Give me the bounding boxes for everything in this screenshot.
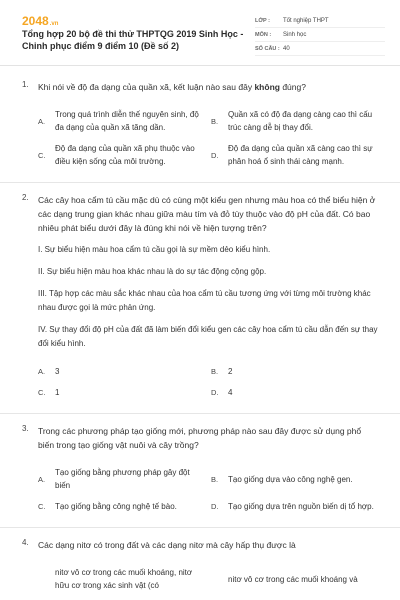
document-header [0, 0, 400, 66]
option-d[interactable] [211, 138, 378, 172]
meta-value: 40 [283, 45, 290, 52]
meta-value: Sinh học [283, 31, 307, 38]
question-list [0, 70, 400, 596]
question-4 [0, 538, 400, 596]
option-a[interactable] [38, 462, 205, 496]
question-text: Các dạng nitơ có trong đất và các dạng nitơ mà cây hấp thụ được là [38, 540, 296, 550]
option-text: Quần xã có độ đa dạng càng cao thì cấu trúc càng dễ bị thay đổi. [228, 110, 373, 132]
option-text: Độ đa dạng của quần xã càng cao thì sự phân hoá ổ sinh thái càng mạnh. [228, 144, 373, 166]
option-text: Tạo giống bằng công nghệ tế bào. [55, 502, 177, 511]
meta-class-row [255, 14, 385, 28]
statement-2: II. Sự biểu hiện màu hoa khác nhau là do sự tác động cộng gộp. [38, 267, 267, 276]
question-number: 2. [22, 193, 29, 202]
option-letter: B. [211, 367, 219, 376]
question-text: Trong các phương pháp tạo giống mới, phương pháp nào sau đây được sử dụng phổ biến trong tạo giống vật nuôi và cây trồng? [38, 426, 362, 450]
option-b[interactable] [211, 462, 378, 496]
option-text: 3 [55, 367, 60, 376]
answer-options [38, 104, 378, 172]
meta-key: MÔN : [255, 31, 272, 38]
option-c[interactable] [38, 496, 205, 517]
answer-options [38, 562, 378, 596]
option-a[interactable] [38, 104, 205, 138]
option-c[interactable] [38, 382, 205, 403]
question-1 [0, 70, 400, 172]
option-d[interactable] [211, 496, 378, 517]
answer-options [38, 361, 378, 403]
question-text: Các cây hoa cẩm tú cầu mặc dù có cùng một kiểu gen nhưng màu hoa có thể biểu hiện ở các dạng trung gian khác nhau giữa màu tím và đỏ tùy thuộc vào độ pH của đất. Có bao nhiêu phát biểu dưới đây là đúng khi nói về hiện tượng trên? [38, 195, 376, 233]
option-text: Tạo giống dựa vào công nghệ gen. [228, 474, 353, 484]
question-divider [0, 182, 400, 183]
option-letter: D. [211, 502, 219, 511]
option-text: Tạo giống bằng phương pháp gây đột biến [55, 468, 190, 490]
option-letter: A. [38, 367, 46, 376]
question-number: 3. [22, 424, 29, 433]
question-3 [0, 424, 400, 517]
option-letter: C. [38, 388, 46, 397]
option-b[interactable] [211, 562, 378, 596]
document-meta [255, 14, 385, 56]
option-a[interactable] [38, 562, 205, 596]
meta-count-row [255, 42, 385, 56]
option-letter: B. [211, 116, 219, 126]
option-letter: C. [38, 502, 46, 511]
option-b[interactable] [211, 104, 378, 138]
document-title: Tổng hợp 20 bộ đề thi thử THPTQG 2019 Sinh Học - Chinh phục điểm 9 điểm 10 (Đề số 2) [22, 29, 244, 51]
question-divider [0, 527, 400, 528]
site-logo[interactable]: 2048.vn [22, 14, 59, 28]
question-text: Khi nói về độ đa dạng của quần xã, kết luận nào sau đây không đúng? [38, 82, 306, 92]
option-d[interactable] [211, 382, 378, 403]
option-text: nitơ vô cơ trong các muối khoáng, nitơ hữu cơ trong xác sinh vật (có [55, 568, 193, 590]
option-b[interactable] [211, 361, 378, 382]
emphasis-word: không [254, 82, 280, 92]
option-letter: A. [38, 474, 46, 484]
option-c[interactable] [38, 138, 205, 172]
question-divider [0, 413, 400, 414]
meta-key: LỚP : [255, 17, 270, 24]
option-letter: D. [211, 150, 219, 160]
statement-3: III. Tập hợp các màu sắc khác nhau của hoa cẩm tú cầu tương ứng với từng môi trường khác nhau được gọi là mức phản ứng. [38, 289, 371, 312]
option-a[interactable] [38, 361, 205, 382]
option-text: Độ đa dạng của quần xã phụ thuộc vào điều kiện sống của môi trường. [55, 144, 195, 166]
option-text: Trong quá trình diễn thế nguyên sinh, độ đa dạng của quần xã tăng dần. [55, 110, 199, 132]
question-2 [0, 193, 400, 403]
question-number: 1. [22, 80, 29, 89]
option-text: 1 [55, 388, 60, 397]
option-letter: C. [38, 150, 46, 160]
question-number: 4. [22, 538, 29, 547]
option-text: nitơ vô cơ trong các muối khoáng và [228, 574, 358, 584]
meta-key: SỐ CÂU : [255, 45, 280, 52]
statement-1: I. Sự biểu hiện màu hoa cẩm tú cầu gọi là sự mềm dẻo kiểu hình. [38, 245, 271, 254]
option-letter: B. [211, 474, 219, 484]
answer-options [38, 462, 378, 517]
option-text: 2 [228, 367, 233, 376]
meta-value: Tốt nghiệp THPT [283, 17, 329, 24]
option-letter: A. [38, 116, 46, 126]
option-text: Tạo giống dựa trên nguồn biến dị tổ hợp. [228, 502, 374, 511]
option-text: 4 [228, 388, 233, 397]
meta-subject-row [255, 28, 385, 42]
option-letter: D. [211, 388, 219, 397]
statement-4: IV. Sự thay đổi độ pH của đất đã làm biến đổi kiểu gen các cây hoa cẩm tú cầu dẫn đến sự thay đổi kiểu hình. [38, 325, 378, 348]
